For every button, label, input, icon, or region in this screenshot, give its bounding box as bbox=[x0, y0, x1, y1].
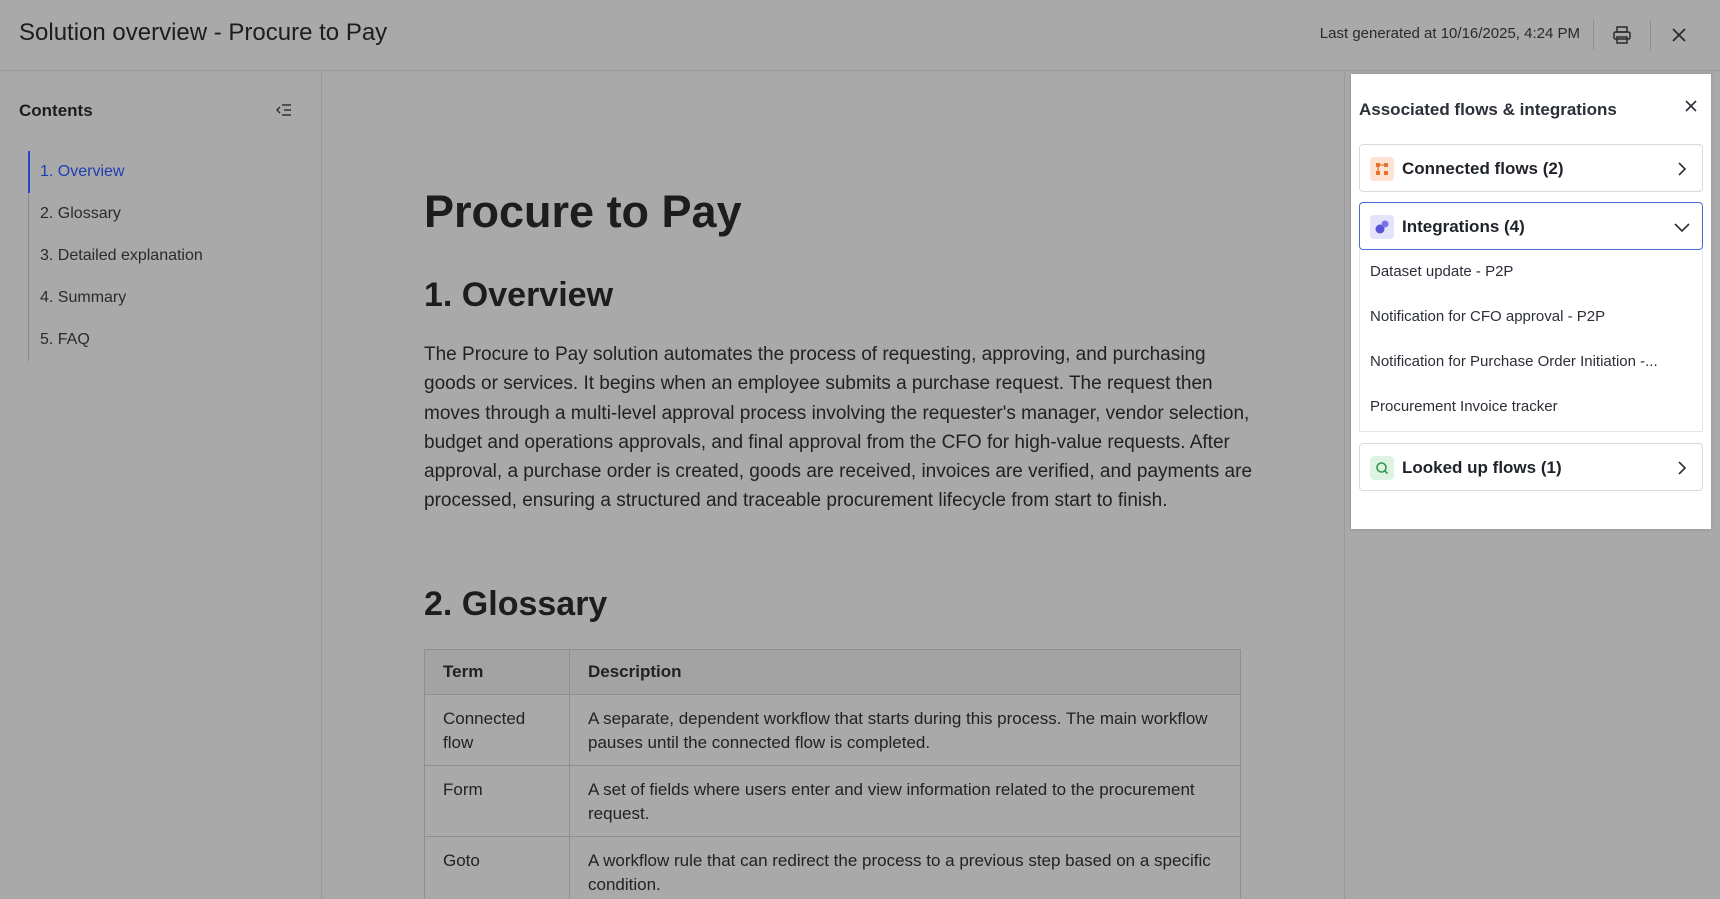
close-modal-button[interactable] bbox=[1668, 24, 1690, 46]
looked-up-flows-accordion[interactable] bbox=[1359, 443, 1703, 491]
last-generated-text: Last generated at 10/16/2025, 4:24 PM bbox=[1319, 25, 1580, 42]
document-title: Procure to Pay bbox=[424, 186, 742, 237]
close-icon bbox=[1681, 96, 1701, 116]
contents-sidebar bbox=[0, 72, 322, 899]
modal-header bbox=[0, 0, 1720, 71]
header-divider bbox=[1593, 20, 1594, 50]
integration-item[interactable]: Notification for CFO approval - P2P bbox=[1370, 308, 1606, 325]
description-cell: A separate, dependent workflow that starts during this process. The main workflow pauses until the connected flow is completed. bbox=[570, 695, 1241, 766]
connected-flows-icon bbox=[1370, 157, 1394, 181]
table-row bbox=[425, 837, 1241, 899]
table-header-row bbox=[425, 650, 1241, 695]
toc-item-glossary[interactable]: 2. Glossary bbox=[40, 205, 121, 222]
integration-item[interactable]: Procurement Invoice tracker bbox=[1370, 398, 1558, 415]
toc-item-overview[interactable]: 1. Overview bbox=[29, 151, 298, 193]
term-cell: Form bbox=[425, 766, 570, 837]
page-title: Solution overview - Procure to Pay bbox=[19, 19, 388, 46]
document-view[interactable] bbox=[323, 72, 1345, 899]
collapse-list-icon bbox=[274, 100, 294, 120]
column-header-term: Term bbox=[425, 650, 570, 695]
integrations-list bbox=[1359, 249, 1703, 432]
glossary-table bbox=[424, 649, 1241, 899]
chevron-down-icon bbox=[1672, 217, 1692, 237]
integration-item[interactable]: Dataset update - P2P bbox=[1370, 263, 1514, 280]
description-cell: A set of fields where users enter and view information related to the procurement request. bbox=[570, 766, 1241, 837]
connected-flows-label: Connected flows (2) bbox=[1402, 159, 1564, 178]
overview-heading: 1. Overview bbox=[424, 276, 614, 314]
integrations-icon bbox=[1370, 215, 1394, 239]
looked-up-flows-icon bbox=[1370, 456, 1394, 480]
close-panel-button[interactable] bbox=[1681, 96, 1701, 116]
contents-title: Contents bbox=[19, 101, 93, 120]
integrations-label: Integrations (4) bbox=[1402, 217, 1525, 236]
toc-item-detailed-explanation[interactable]: 3. Detailed explanation bbox=[40, 247, 203, 264]
overview-paragraph: The Procure to Pay solution automates the process of requesting, approving, and purchasing goods or services. It begins when an employee submits a purchase request. The request then moves through a multi-level approval process involving the requester's manager, vendor selection, budget and operations approvals, and final approval from the CFO for high-value requests. After approval, a purchase order is created, goods are received, invoices are verified, and payments are processed, ensuring a structured and traceable procurement lifecycle from start to finish. bbox=[424, 344, 1253, 512]
glossary-heading: 2. Glossary bbox=[424, 585, 608, 623]
header-divider bbox=[1650, 20, 1651, 50]
integrations-accordion[interactable] bbox=[1359, 202, 1703, 250]
table-row bbox=[425, 695, 1241, 766]
chevron-right-icon bbox=[1672, 159, 1692, 179]
print-button[interactable] bbox=[1611, 24, 1633, 46]
term-cell: Goto bbox=[425, 837, 570, 899]
looked-up-flows-label: Looked up flows (1) bbox=[1402, 458, 1562, 477]
connected-flows-accordion[interactable] bbox=[1359, 144, 1703, 192]
column-header-description: Description bbox=[570, 650, 1241, 695]
toc-item-faq[interactable]: 5. FAQ bbox=[40, 331, 90, 348]
close-icon bbox=[1668, 24, 1690, 46]
integration-item[interactable]: Notification for Purchase Order Initiation -... bbox=[1370, 353, 1658, 370]
table-row bbox=[425, 766, 1241, 837]
term-cell: Connected flow bbox=[425, 695, 570, 766]
printer-icon bbox=[1611, 24, 1633, 46]
panel-title: Associated flows & integrations bbox=[1359, 100, 1617, 119]
associated-flows-panel bbox=[1351, 74, 1711, 529]
table-of-contents bbox=[28, 151, 298, 361]
toc-item-summary[interactable]: 4. Summary bbox=[40, 289, 127, 306]
chevron-right-icon bbox=[1672, 458, 1692, 478]
description-cell: A workflow rule that can redirect the process to a previous step based on a specific condition. bbox=[570, 837, 1241, 899]
collapse-sidebar-button[interactable] bbox=[274, 100, 294, 120]
